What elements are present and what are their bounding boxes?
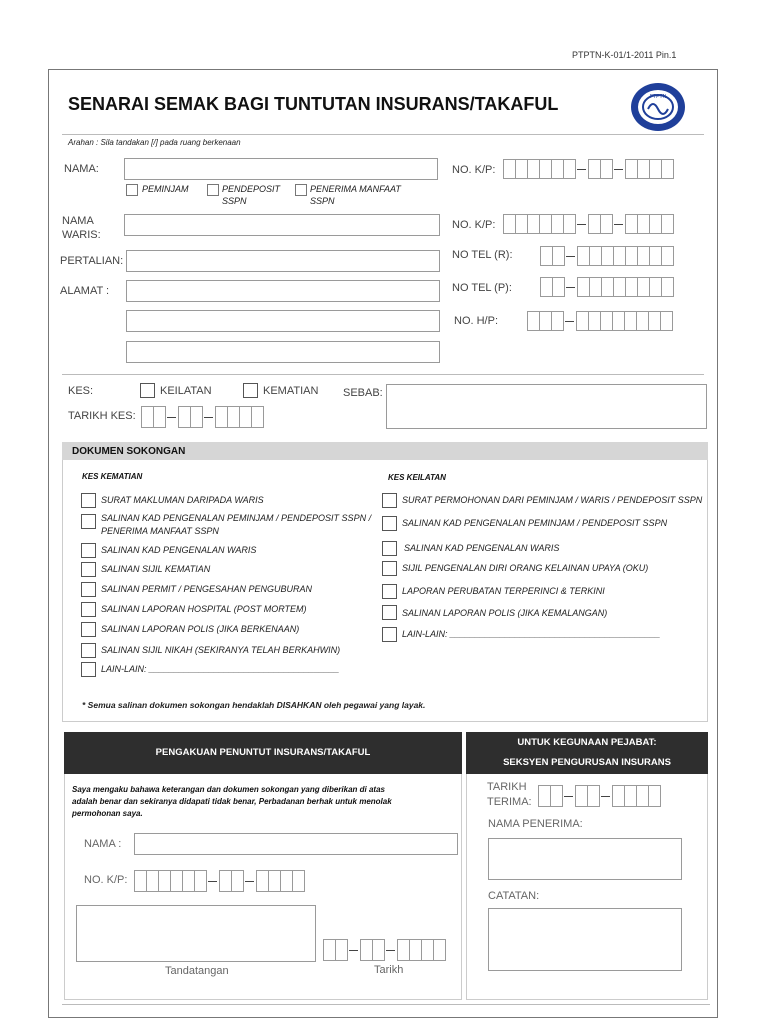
kematian-checkbox-5[interactable] (81, 582, 96, 597)
nama-label: NAMA: (64, 163, 99, 175)
keilatan-item-7: LAIN-LAIN: __________________________________________ (402, 629, 661, 639)
pejabat-header (466, 732, 708, 774)
keilatan-checkbox[interactable] (140, 383, 155, 398)
pengakuan-text-2: adalah benar dan sekiranya didapati tidak benar, Perbadanan berhak untuk menolak (72, 797, 392, 806)
kematian-item-3: SALINAN KAD PENGENALAN WARIS (101, 545, 257, 555)
peminjam-label: PEMINJAM (142, 184, 189, 194)
dokumen-panel (62, 442, 708, 722)
no-tel-p-input[interactable] (540, 277, 673, 297)
keilatan-item-1: SURAT PERMOHONAN DARI PEMINJAM / WARIS / PENDEPOSIT SSPN (402, 495, 703, 505)
penerima-label: PENERIMA MANFAAT (310, 184, 401, 194)
pengakuan-text-1: Saya mengaku bahawa keterangan dan dokumen sokongan yang diberikan di atas (72, 785, 385, 794)
pendeposit-label: PENDEPOSIT (222, 184, 281, 194)
tarikh-label: Tarikh (374, 964, 404, 976)
kematian-item-8: SALINAN SIJIL NIKAH (SEKIRANYA TELAH BERKAHWIN) (101, 645, 341, 655)
kematian-checkbox-6[interactable] (81, 602, 96, 617)
kematian-item-4: SALINAN SIJIL KEMATIAN (101, 564, 211, 574)
no-kp-label: NO. K/P: (452, 164, 496, 176)
peminjam-checkbox[interactable] (126, 184, 138, 196)
dokumen-header: DOKUMEN SOKONGAN (72, 446, 186, 457)
pengakuan-no-kp-label: NO. K/P: (84, 874, 128, 886)
tarikh-terima-label-2: TERIMA: (487, 796, 532, 808)
kematian-label: KEMATIAN (263, 385, 319, 397)
tarikh-kes-input[interactable] (141, 406, 263, 428)
kematian-checkbox-8[interactable] (81, 643, 96, 658)
catatan-input[interactable] (488, 908, 682, 971)
penerima-label-2: SSPN (310, 196, 335, 206)
penerima-checkbox[interactable] (295, 184, 307, 196)
keilatan-checkbox-6[interactable] (382, 605, 397, 620)
pengakuan-text (72, 784, 392, 820)
section-divider (62, 374, 704, 375)
no-tel-p-label: NO TEL (P): (452, 282, 512, 294)
kematian-checkbox-3[interactable] (81, 543, 96, 558)
pengakuan-tarikh-input[interactable] (323, 939, 445, 961)
keilatan-checkbox-3[interactable] (382, 541, 397, 556)
no-kp-input[interactable] (503, 159, 673, 179)
catatan-label: CATATAN: (488, 890, 540, 902)
keilatan-item-6: SALINAN LAPORAN POLIS (JIKA KEMALANGAN) (402, 608, 608, 618)
kematian-item-2-cont: PENERIMA MANFAAT SSPN (101, 526, 219, 536)
pendeposit-checkbox[interactable] (207, 184, 219, 196)
kes-kematian-title: KES KEMATIAN (82, 472, 143, 481)
instruction-text: Arahan : Sila tandakan [/] pada ruang berkenaan (68, 138, 241, 147)
pengakuan-no-kp-input[interactable] (134, 870, 304, 892)
kematian-item-5: SALINAN PERMIT / PENGESAHAN PENGUBURAN (101, 584, 313, 594)
form-code: PTPTN-K-01/1-2011 Pin.1 (572, 50, 677, 60)
nama-waris-label-2: WARIS: (62, 229, 101, 241)
keilatan-item-2: SALINAN KAD PENGENALAN PEMINJAM / PENDEPOSIT SSPN (402, 518, 668, 528)
dokumen-note: * Semua salinan dokumen sokongan hendaklah DISAHKAN oleh pegawai yang layak. (82, 700, 426, 710)
tandatangan-box[interactable] (76, 905, 316, 962)
pengakuan-text-3: permohonan saya. (72, 809, 143, 818)
kes-keilatan-title: KES KEILATAN (388, 473, 446, 482)
kes-label: KES: (68, 385, 94, 397)
keilatan-checkbox-4[interactable] (382, 561, 397, 576)
pengakuan-nama-input[interactable] (134, 833, 458, 855)
tarikh-kes-label: TARIKH KES: (68, 410, 136, 422)
keilatan-item-3: SALINAN KAD PENGENALAN WARIS (404, 543, 560, 553)
keilatan-checkbox-1[interactable] (382, 493, 397, 508)
nama-input[interactable] (124, 158, 438, 180)
no-hp-input[interactable] (527, 311, 672, 331)
pendeposit-label-2: SSPN (222, 196, 247, 206)
kematian-checkbox-2[interactable] (81, 514, 96, 529)
pertalian-input[interactable] (126, 250, 440, 272)
alamat-input-1[interactable] (126, 280, 440, 302)
pejabat-header-2: SEKSYEN PENGURUSAN INSURANS (503, 757, 671, 768)
page-title: SENARAI SEMAK BAGI TUNTUTAN INSURANS/TAKAFUL (68, 94, 559, 114)
tarikh-terima-label: TARIKH (487, 781, 527, 793)
kematian-checkbox-1[interactable] (81, 493, 96, 508)
kematian-item-9: LAIN-LAIN: ______________________________________ (101, 664, 340, 674)
no-tel-r-label: NO TEL (R): (452, 249, 513, 261)
pejabat-header-1: UNTUK KEGUNAAN PEJABAT: (517, 737, 657, 748)
kematian-checkbox-7[interactable] (81, 622, 96, 637)
alamat-input-2[interactable] (126, 310, 440, 332)
no-hp-label: NO. H/P: (454, 315, 499, 327)
nama-waris-input[interactable] (124, 214, 440, 236)
keilatan-item-5: LAPORAN PERUBATAN TERPERINCI & TERKINI (402, 586, 605, 596)
nama-penerima-label: NAMA PENERIMA: (488, 818, 583, 830)
nama-waris-label: NAMA (62, 215, 94, 227)
pertalian-label: PERTALIAN: (60, 255, 124, 267)
kematian-checkbox-4[interactable] (81, 562, 96, 577)
kematian-item-6: SALINAN LAPORAN HOSPITAL (POST MORTEM) (101, 604, 307, 614)
tandatangan-label: Tandatangan (165, 965, 229, 977)
sebab-label: SEBAB: (343, 387, 383, 399)
kematian-checkbox-9[interactable] (81, 662, 96, 677)
keilatan-checkbox-5[interactable] (382, 584, 397, 599)
pengakuan-header: PENGAKUAN PENUNTUT INSURANS/TAKAFUL (64, 732, 462, 774)
kematian-checkbox[interactable] (243, 383, 258, 398)
title-rule (62, 134, 704, 135)
no-kp-waris-input[interactable] (503, 214, 673, 234)
keilatan-checkbox-2[interactable] (382, 516, 397, 531)
ptptn-logo (630, 82, 686, 132)
pengakuan-nama-label: NAMA : (84, 838, 122, 850)
nama-penerima-input[interactable] (488, 838, 682, 880)
alamat-input-3[interactable] (126, 341, 440, 363)
kematian-item-2: SALINAN KAD PENGENALAN PEMINJAM / PENDEPOSIT SSPN / (101, 513, 372, 523)
alamat-label: ALAMAT : (60, 285, 110, 297)
no-tel-r-input[interactable] (540, 246, 673, 266)
svg-text:PTPTN: PTPTN (649, 94, 667, 100)
kematian-item-1: SURAT MAKLUMAN DARIPADA WARIS (101, 495, 264, 505)
sebab-input[interactable] (386, 384, 707, 429)
kematian-item-7: SALINAN LAPORAN POLIS (JIKA BERKENAAN) (101, 624, 300, 634)
keilatan-item-4: SIJIL PENGENALAN DIRI ORANG KELAINAN UPAYA (OKU) (402, 563, 649, 573)
bottom-rule (62, 1004, 710, 1005)
keilatan-checkbox-7[interactable] (382, 627, 397, 642)
no-kp-waris-label: NO. K/P: (452, 219, 496, 231)
keilatan-label: KEILATAN (160, 385, 212, 397)
tarikh-terima-input[interactable] (538, 785, 660, 807)
